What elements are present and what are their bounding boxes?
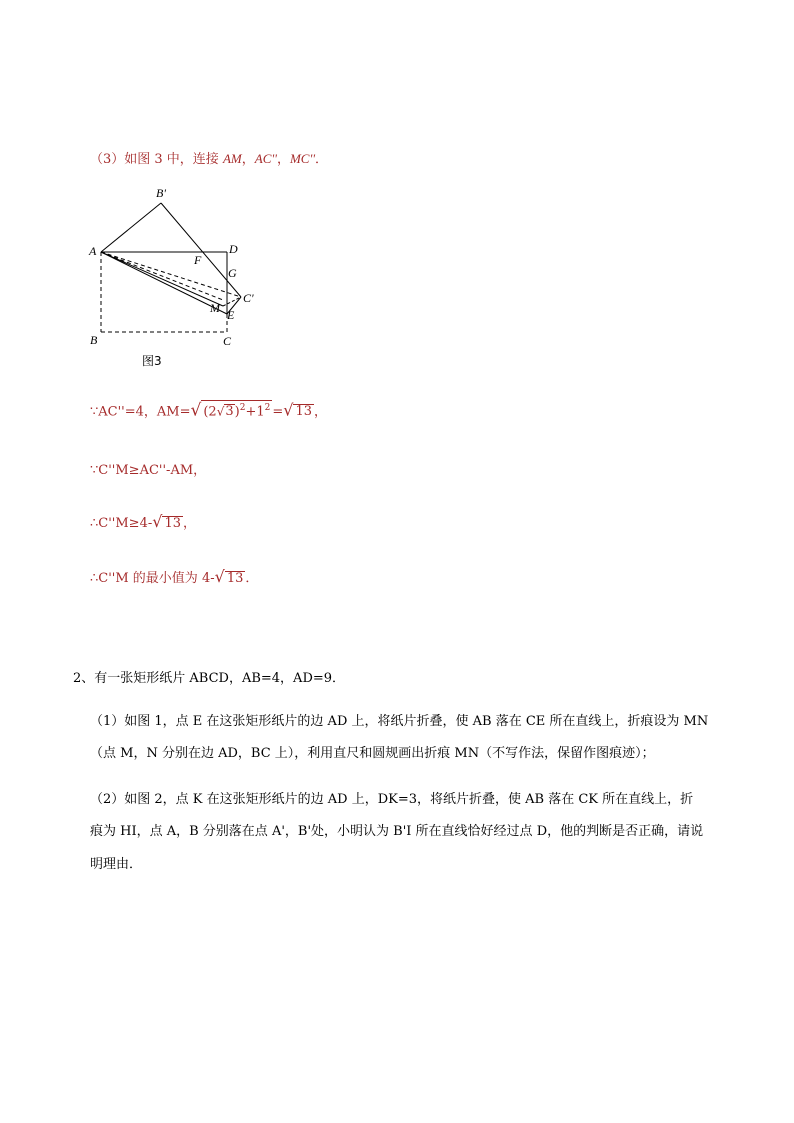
step-3: [90, 512, 196, 531]
radical-sign: √: [152, 512, 163, 531]
equals: =: [272, 404, 284, 420]
label-c-prime: C': [243, 291, 254, 305]
dashed-ac-prime: [101, 252, 241, 297]
radicand-part: ): [234, 404, 240, 420]
part3-heading: [90, 148, 328, 167]
label-a: A: [89, 244, 97, 258]
step-2: [90, 459, 206, 478]
radicand: [201, 400, 272, 419]
exponent: 2: [264, 403, 271, 413]
sep: ，: [276, 152, 290, 167]
q2-p1-text: （1）如图 1，点 E 在这张矩形纸片的边 AD 上，将纸片折叠，使 AB 落在 CE 所在直线上，折痕设为 MN: [90, 714, 709, 729]
q2-part1-line1: [90, 710, 708, 729]
comma: ，: [314, 404, 328, 420]
label-e: E: [227, 308, 235, 322]
q2-part1-line2: [90, 742, 655, 761]
step-4: [90, 567, 258, 586]
inner-radicand: 3: [225, 404, 234, 420]
step-1: [90, 400, 327, 420]
q2-p2-text: 痕为 HI，点 A，B 分别落在点 A'，B'处，小明认为 B'I 所在直线恰好经过点 D，他的判断是否正确，请说: [90, 824, 704, 839]
label-f: F: [194, 253, 202, 267]
q2-p2-text: （2）如图 2，点 K 在这张矩形纸片的边 AD 上，DK=3，将纸片折叠，使 AB 落在 CK 所在直线上，折: [90, 792, 694, 807]
label-g: G: [228, 266, 237, 280]
exponent: 2: [239, 403, 246, 413]
q2-p2-text: 明理由．: [90, 857, 143, 872]
q2-p1-text: （点 M，N 分别在边 AD，BC 上），利用直尺和圆规画出折痕 MN（不写作法，保留作图痕迹）；: [90, 746, 655, 761]
period: ．: [245, 571, 259, 586]
figure-caption: 图3: [142, 354, 162, 368]
root-13: 13: [226, 571, 244, 586]
segment-am: AM: [222, 151, 242, 166]
question-2-title: [73, 667, 345, 686]
step2-text: ∵C''M≥AC''-AM，: [90, 463, 207, 478]
sep: ，: [241, 152, 255, 167]
segment-acpp: AC'': [254, 151, 277, 166]
figure-3: [85, 182, 285, 372]
step1-text: ∵AC''=4，AM=: [90, 404, 191, 420]
radical-sign: √: [216, 404, 225, 419]
dashed-m-c-prime: [223, 297, 241, 306]
segment-mcpp: MC'': [289, 151, 316, 166]
label-m: M: [210, 301, 220, 315]
comma: ，: [182, 516, 196, 531]
sqrt-expression: [191, 400, 273, 420]
period: ．: [315, 152, 329, 167]
radicand-part: +1: [245, 404, 265, 420]
root-13: 13: [295, 404, 313, 420]
edge-ae: [101, 252, 227, 314]
part3-intro: （3）如图 3 中，连接: [90, 152, 223, 167]
radicand-part: (2: [203, 404, 217, 420]
q2-part2-line3: [90, 853, 142, 872]
step3-text: ∴C''M≥4-: [90, 516, 153, 531]
step4-text: ∴C''M 的最小值为 4-: [90, 571, 215, 586]
edge-am: [101, 252, 223, 306]
label-b-prime: B': [156, 186, 166, 200]
dashed-a-m: [101, 252, 223, 300]
q2-part2-line1: [90, 788, 693, 807]
label-c: C: [223, 334, 232, 348]
label-b: B: [90, 333, 98, 347]
root-13: 13: [164, 516, 181, 531]
edge-ab-prime: [101, 203, 161, 252]
radical-sign: √: [283, 400, 294, 420]
q2-part2-line2: [90, 820, 703, 839]
radical-sign: √: [190, 400, 202, 421]
label-d: D: [229, 242, 238, 256]
radical-sign: √: [214, 567, 225, 586]
q2-title-text: 2、有一张矩形纸片 ABCD，AB=4，AD=9．: [73, 671, 346, 686]
